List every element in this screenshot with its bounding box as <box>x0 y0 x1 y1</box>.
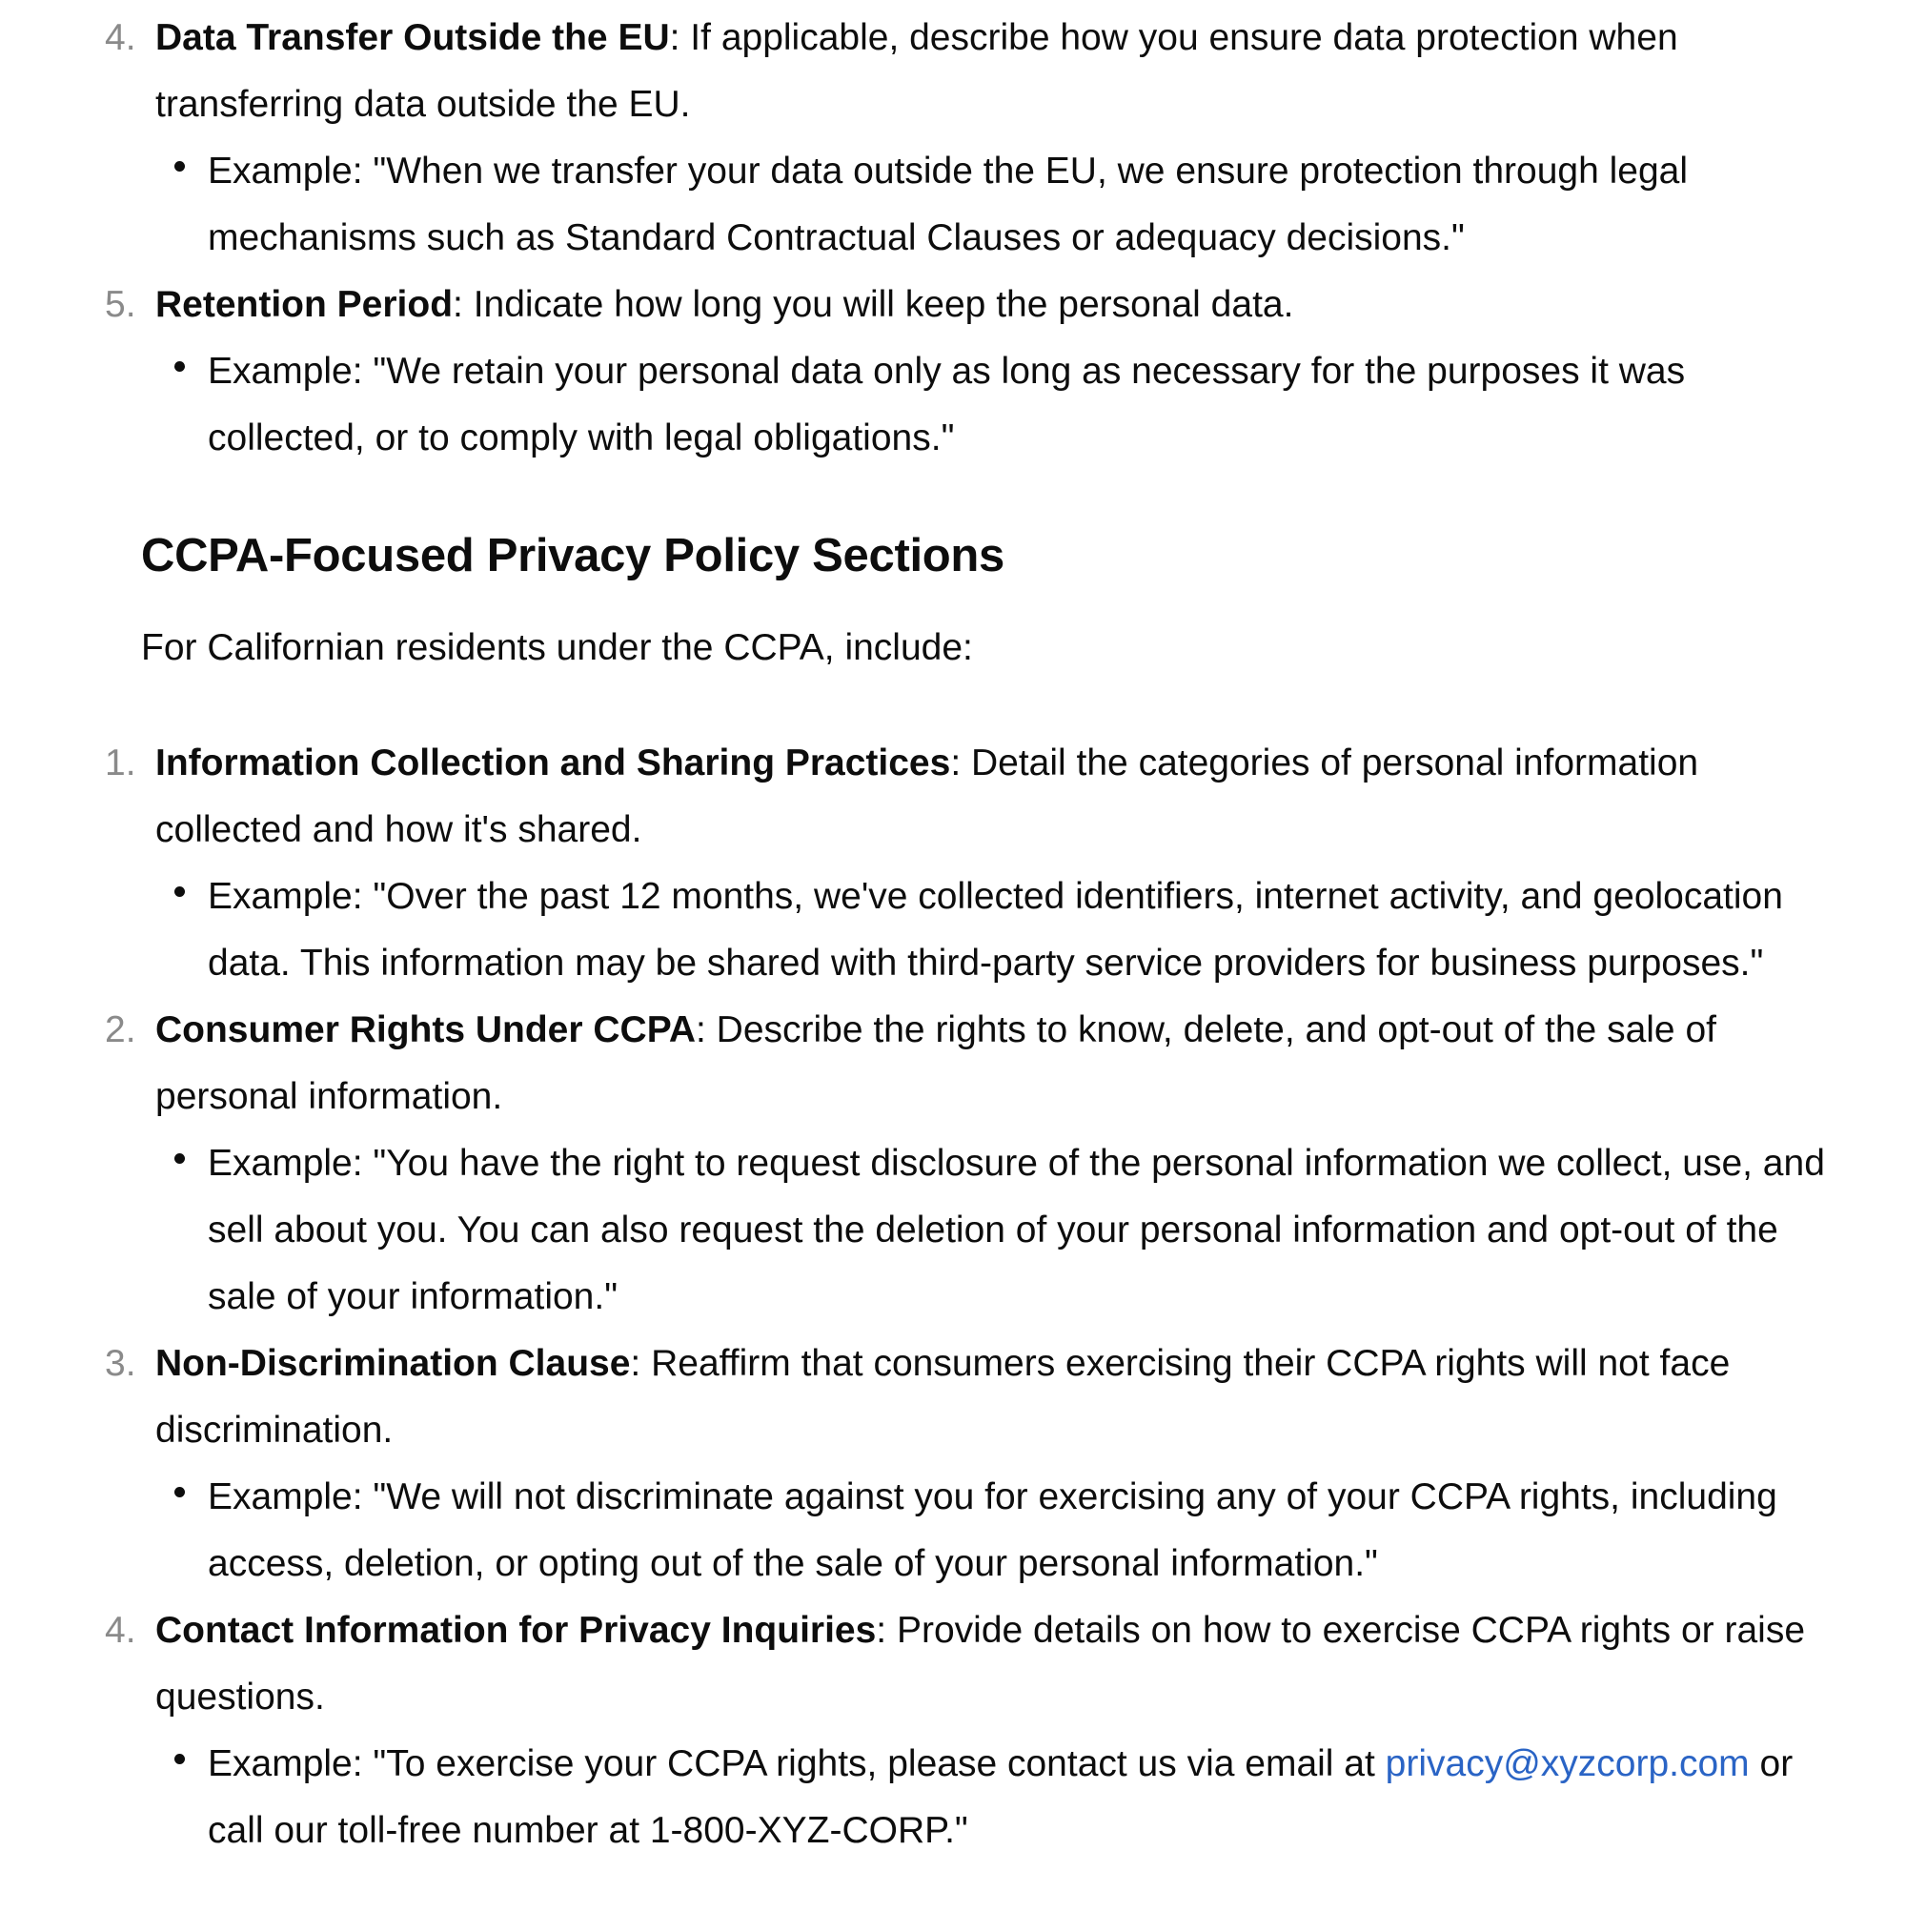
bullet-icon <box>174 1153 185 1164</box>
list-item <box>0 272 1906 338</box>
item-title: Contact Information for Privacy Inquiries <box>155 1610 877 1651</box>
example-text-prefix: Example: "To exercise your CCPA rights, please contact us via email at <box>208 1743 1386 1784</box>
gdpr-section-list <box>0 5 1906 472</box>
bullet-icon <box>174 886 185 897</box>
item-text: : Provide details on how to exercise CCPA rights or raise questions. <box>155 1610 1806 1718</box>
item-title: Consumer Rights Under CCPA <box>155 1009 696 1050</box>
example-text: Example: "Over the past 12 months, we've collected identifiers, internet activity, and geolocation data. This information may be shared with third-party service providers for business purposes." <box>208 876 1783 984</box>
item-text: : Detail the categories of personal information collected and how it's shared. <box>155 742 1699 850</box>
example-text-suffix: or call our toll-free number at 1-800-XYZ-CORP." <box>208 1743 1794 1851</box>
list-number: 4. <box>105 1610 136 1651</box>
ccpa-section-list <box>0 730 1906 1864</box>
example-bullet <box>0 864 1906 997</box>
example-bullet <box>0 138 1906 272</box>
email-link[interactable]: privacy@xyzcorp.com <box>1385 1743 1750 1784</box>
item-text: : Reaffirm that consumers exercising their CCPA rights will not face discrimination. <box>155 1343 1731 1451</box>
example-bullet <box>0 1130 1906 1331</box>
bullet-icon <box>174 161 185 172</box>
list-number: 2. <box>105 1009 136 1050</box>
example-text: Example: "We will not discriminate against you for exercising any of your CCPA rights, including access, deletion, or opting out of the sale of your personal information." <box>208 1476 1777 1584</box>
list-number: 5. <box>105 284 136 325</box>
item-text: : If applicable, describe how you ensure data protection when transferring data outside the EU. <box>155 17 1678 125</box>
list-number: 1. <box>105 742 136 783</box>
list-number: 3. <box>105 1343 136 1384</box>
example-bullet <box>0 338 1906 472</box>
item-text: : Indicate how long you will keep the personal data. <box>453 284 1294 325</box>
item-title: Data Transfer Outside the EU <box>155 17 670 58</box>
list-number: 4. <box>105 17 136 58</box>
bullet-icon <box>174 361 185 372</box>
example-text: Example: "We retain your personal data only as long as necessary for the purposes it was collected, or to comply with legal obligations." <box>208 351 1686 458</box>
item-title: Non-Discrimination Clause <box>155 1343 631 1384</box>
item-text: : Describe the rights to know, delete, and opt-out of the sale of personal information. <box>155 1009 1716 1117</box>
example-bullet <box>0 1731 1906 1864</box>
example-text: Example: "When we transfer your data outside the EU, we ensure protection through legal mechanisms such as Standard Contractual Clauses or adequacy decisions." <box>208 151 1689 258</box>
example-bullet <box>0 1464 1906 1597</box>
section-intro: For Californian residents under the CCPA, include: <box>141 627 973 668</box>
item-title: Retention Period <box>155 284 454 325</box>
list-item <box>0 1597 1906 1731</box>
item-title: Information Collection and Sharing Practices <box>155 742 951 783</box>
section-heading: CCPA-Focused Privacy Policy Sections <box>141 530 1004 581</box>
bullet-icon <box>174 1487 185 1497</box>
list-item <box>0 1331 1906 1464</box>
example-text: Example: "You have the right to request disclosure of the personal information we collect, use, and sell about you. You can also request the deletion of your personal information and opt-out of the sale of your information." <box>208 1143 1825 1317</box>
list-item <box>0 997 1906 1130</box>
bullet-icon <box>174 1754 185 1764</box>
list-item <box>0 730 1906 864</box>
list-item <box>0 5 1906 138</box>
